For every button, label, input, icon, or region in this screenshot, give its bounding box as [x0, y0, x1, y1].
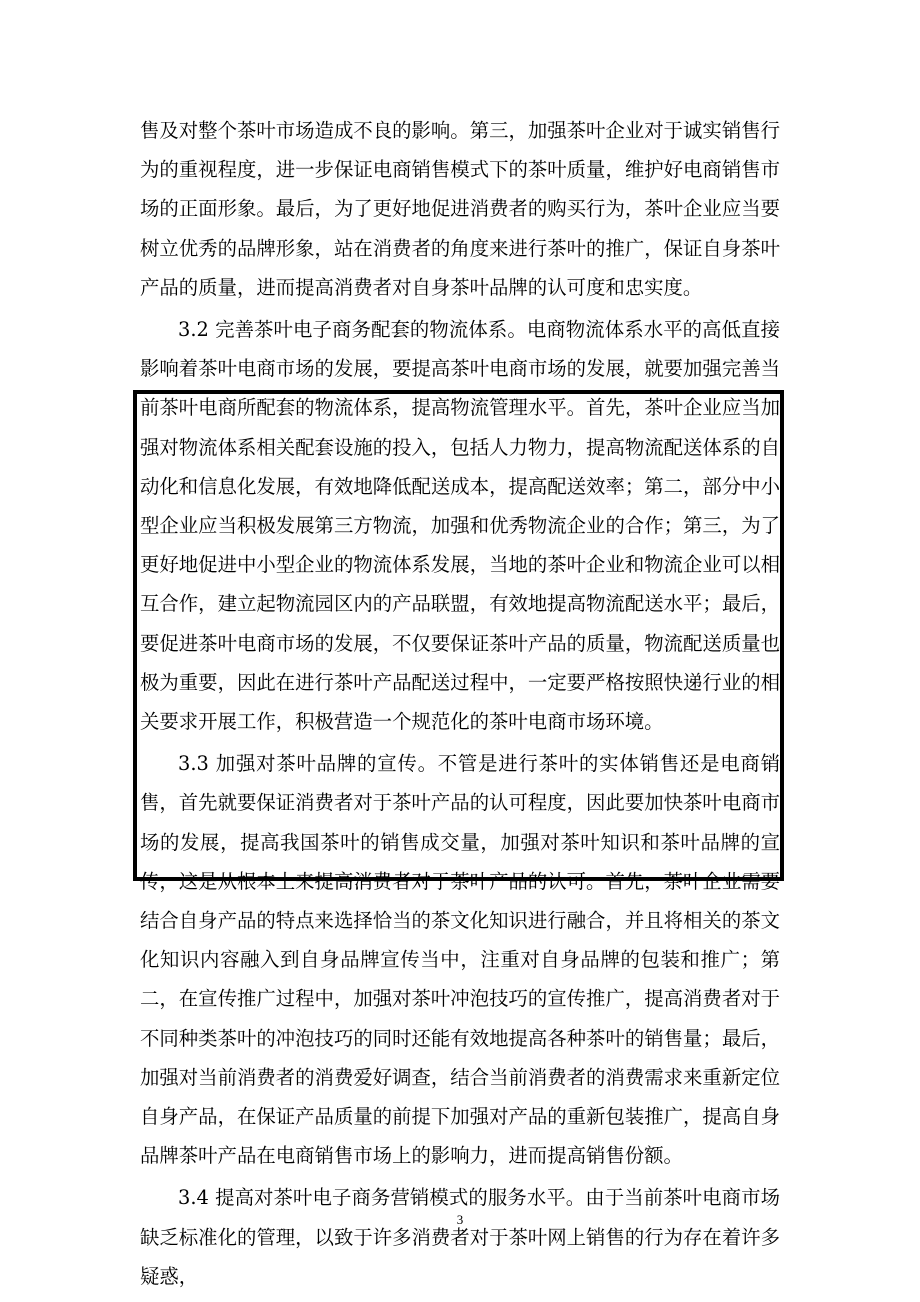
- paragraph-continuation: 售及对整个茶叶市场造成不良的影响。第三，加强茶叶企业对于诚实销售行为的重视程度，进一步保证电商销售模式下的茶叶质量，维护好电商销售市场的正面形象。最后，为了更好地促进消费者的购买行为，茶叶企业应当要树立优秀的品牌形象，站在消费者的角度来进行茶叶的推广，保证自身茶叶产品的质量，进而提高消费者对自身茶叶品牌的认可度和忠实度。: [140, 119, 780, 299]
- paragraph-section-3-4: 3.4 提高对茶叶电子商务营销模式的服务水平。由于当前茶叶电商市场缺乏标准化的管理，以致于许多消费者对于茶叶网上销售的行为存在着许多疑惑，: [140, 1186, 780, 1288]
- page-number: 3: [456, 1212, 464, 1227]
- body-text: [140, 111, 780, 1296]
- paragraph-section-3-3: 3.3 加强对茶叶品牌的宣传。不管是进行茶叶的实体销售还是电商销售，首先就要保证消费者对于茶叶产品的认可程度，因此要加快茶叶电商市场的发展，提高我国茶叶的销售成交量，加强对茶叶知识和茶叶品牌的宣传，这是从根本上来提高消费者对于茶叶产品的认可。首先，茶叶企业需要结合自身产品的特点来选择恰当的茶文化知识进行融合，并且将相关的茶文化知识内容融入到自身品牌宣传当中，注重对自身品牌的包装和推广；第二，在宣传推广过程中，加强对茶叶冲泡技巧的宣传推广，提高消费者对于不同种类茶叶的冲泡技巧的同时还能有效地提高各种茶叶的销售量；最后，加强对当前消费者的消费爱好调查，结合当前消费者的消费需求来重新定位自身产品，在保证产品质量的前提下加强对产品的重新包装推广，提高自身品牌茶叶产品在电商销售市场上的影响力，进而提高销售份额。: [140, 752, 780, 1168]
- paragraph-section-3-2: 3.2 完善茶叶电子商务配套的物流体系。电商物流体系水平的高低直接影响着茶叶电商市场的发展，要提高茶叶电商市场的发展，就要加强完善当前茶叶电商所配套的物流体系，提高物流管理水平。首先，茶叶企业应当加强对物流体系相关配套设施的投入，包括人力物力，提高物流配送体系的自动化和信息化发展，有效地降低配送成本，提高配送效率；第二，部分中小型企业应当积极发展第三方物流，加强和优秀物流企业的合作；第三，为了更好地促进中小型企业的物流体系发展，当地的茶叶企业和物流企业可以相互合作，建立起物流园区内的产品联盟，有效地提高物流配送水平；最后，要促进茶叶电商市场的发展，不仅要保证茶叶产品的质量，物流配送质量也极为重要，因此在进行茶叶产品配送过程中，一定要严格按照快递行业的相关要求开展工作，积极营造一个规范化的茶叶电商市场环境。: [140, 318, 780, 734]
